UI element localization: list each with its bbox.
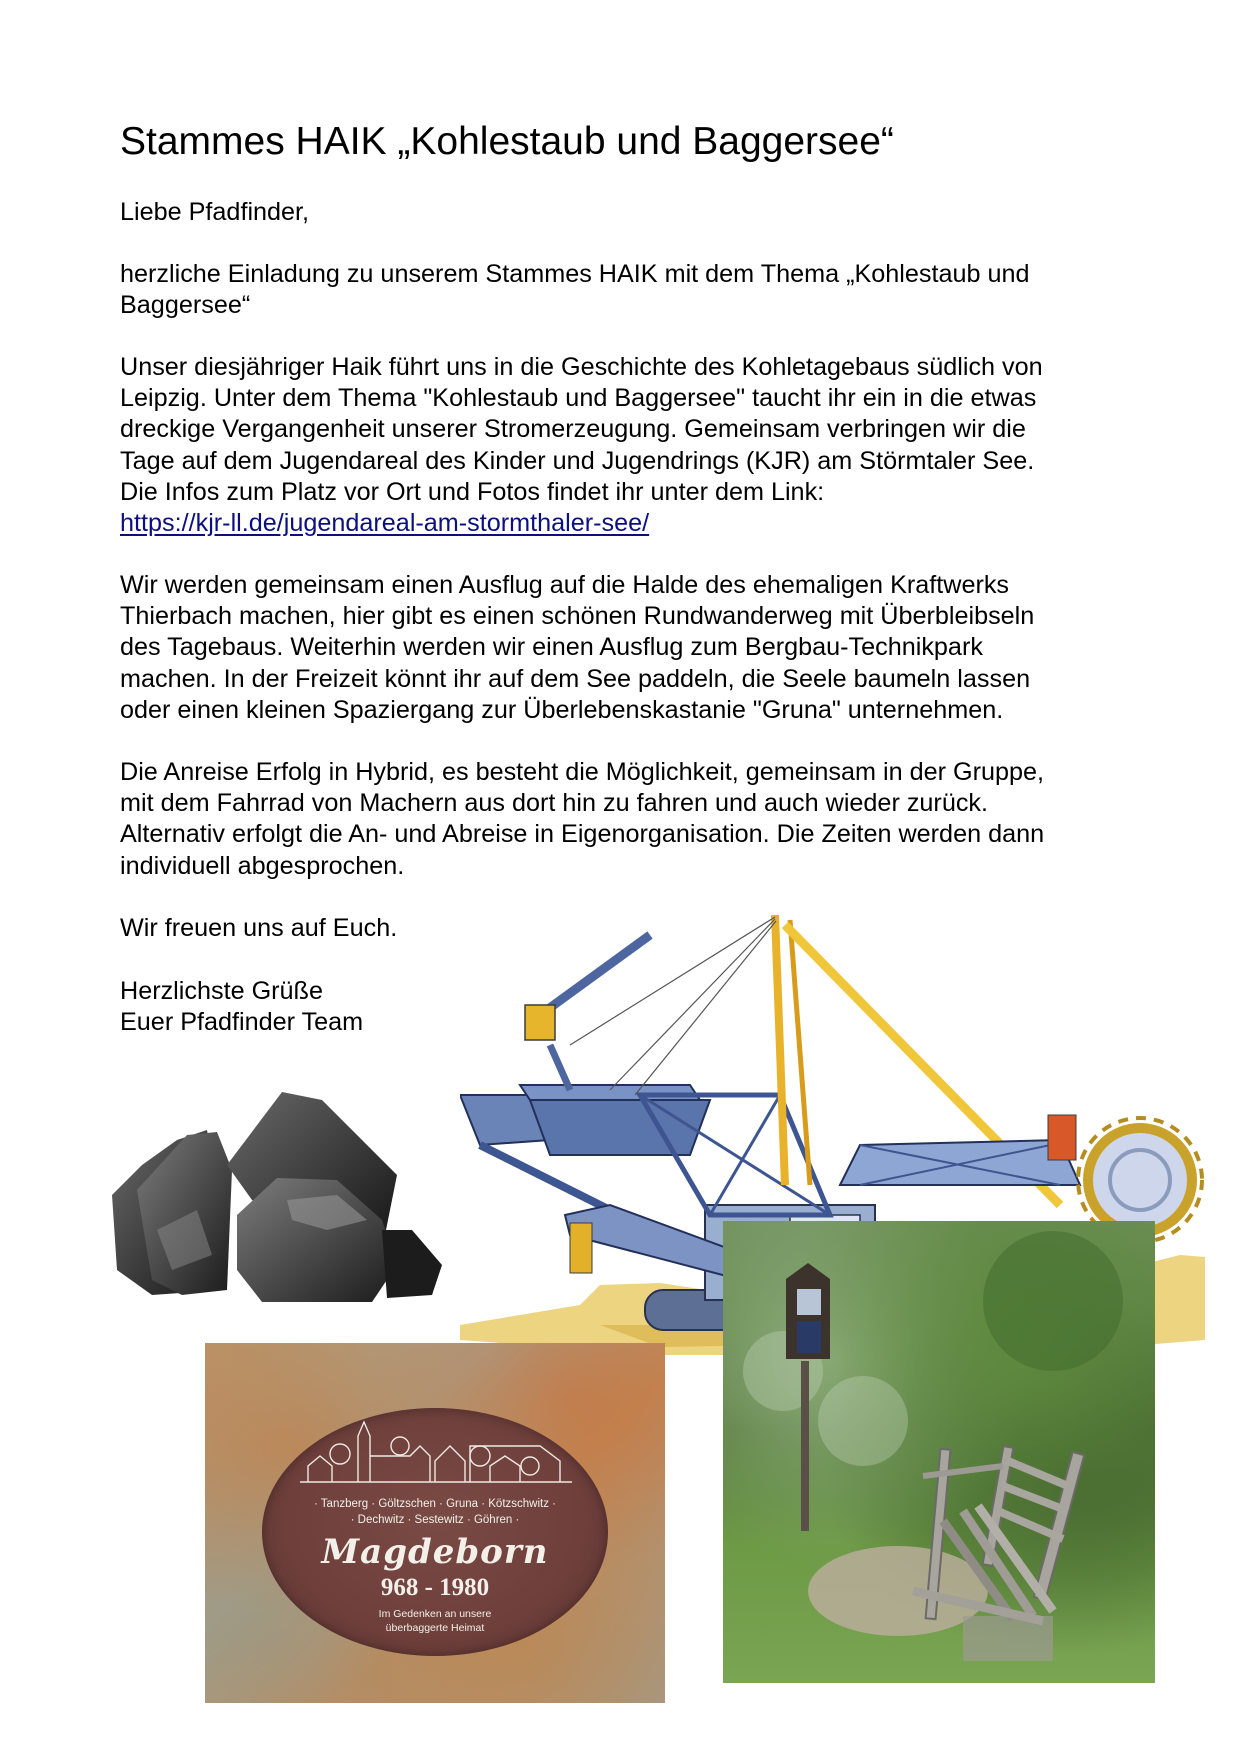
text-line: Die Infos zum Platz vor Ort und Fotos findet ihr unter dem Link: (120, 477, 825, 506)
magdeborn-plaque-photo (205, 1343, 665, 1703)
text-line: dreckige Vergangenheit unserer Stromerzeugung. Gemeinsam verbringen wir die (120, 415, 1026, 444)
text-line: Alternativ erfolgt die An- und Abreise in Eigenorganisation. Die Zeiten werden dann (120, 820, 1045, 849)
text-line: Euer Pfadfinder Team (120, 1008, 364, 1037)
text-line: herzliche Einladung zu unserem Stammes HAIK mit dem Thema „Kohlestaub und (120, 260, 1030, 288)
text-line: Leipzig. Unter dem Thema "Kohlestaub und Baggersee" taucht ihr ein in die etwas (120, 384, 1037, 413)
plaque-years: 968 - 1980 (380, 1574, 490, 1601)
plaque-villages-line: · Dechwitz · Sestewitz · Göhren · (350, 1514, 520, 1526)
bench-photo (723, 1221, 1155, 1683)
plaque-village-name: Magdeborn (321, 1532, 549, 1572)
text-line: Baggersee“ (120, 291, 251, 320)
text-line: individuell abgesprochen. (120, 851, 405, 880)
greeting: Liebe Pfadfinder, (120, 198, 310, 226)
jugendareal-link[interactable]: https://kjr-ll.de/jugendareal-am-stormthaler-see/ (120, 509, 650, 538)
text-line: oder einen kleinen Spaziergang zur Überlebenskastanie "Gruna" unternehmen. (120, 695, 1004, 724)
plaque-memorial-line: überbaggerte Heimat (385, 1622, 485, 1634)
document-title: Stammes HAIK „Kohlestaub und Baggersee“ (120, 120, 894, 163)
plaque-villages-line: · Tanzberg · Göltzschen · Gruna · Kötzschwitz · (313, 1498, 556, 1510)
coal-photo (112, 1080, 447, 1310)
travel-paragraph (120, 757, 1044, 882)
text-line: machen. In der Freizeit könnt ihr auf dem See paddeln, die Seele baumeln lassen (120, 664, 1031, 693)
closing-line: Wir freuen uns auf Euch. (120, 914, 398, 942)
intro-paragraph (120, 259, 1030, 321)
text-line: Wir werden gemeinsam einen Ausflug auf die Halde des ehemaligen Kraftwerks (120, 571, 1010, 599)
description-paragraph (120, 352, 1043, 539)
text-line: Die Anreise Erfolg in Hybrid, es besteht die Möglichkeit, gemeinsam in der Gruppe, (120, 758, 1044, 786)
text-line: Unser diesjähriger Haik führt uns in die Geschichte des Kohletagebaus südlich von (120, 353, 1043, 381)
village-skyline-engraving (300, 1416, 572, 1486)
text-line: mit dem Fahrrad von Machern aus dort hin zu fahren und auch wieder zurück. (120, 789, 989, 818)
text-line: des Tagebaus. Weiterhin werden wir einen Ausflug zum Bergbau-Technikpark (120, 633, 983, 662)
activities-paragraph (120, 570, 1034, 726)
plaque-memorial-line: Im Gedenken an unsere (378, 1608, 492, 1620)
text-line: Tage auf dem Jugendareal des Kinder und Jugendrings (KJR) am Störmtaler See. (120, 446, 1035, 475)
signoff (120, 976, 363, 1038)
text-line: Herzlichste Grüße (120, 977, 323, 1005)
text-line: Thierbach machen, hier gibt es einen schönen Rundwanderweg mit Überbleibseln (120, 602, 1035, 631)
memorial-plaque (262, 1408, 608, 1656)
